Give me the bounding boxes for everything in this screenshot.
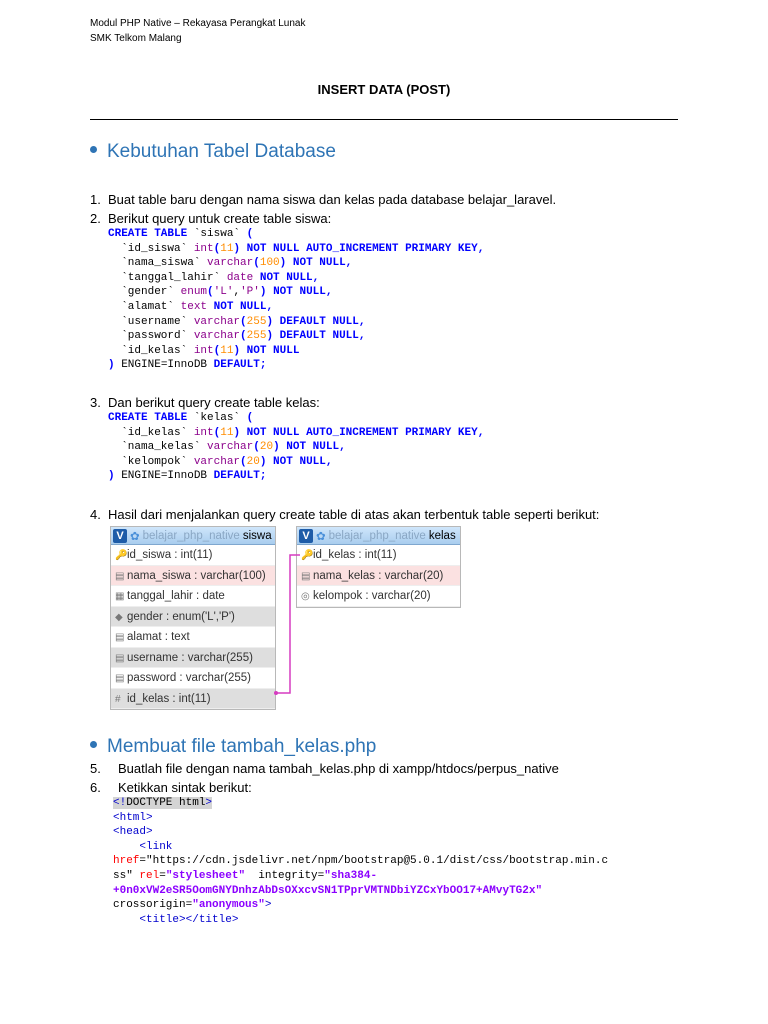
enum-icon: ◆ [115,611,123,623]
table-kelas-row [297,586,460,607]
header-school: SMK Telkom Malang [90,33,182,44]
list-item-2: 2. Berikut query untuk create table siswa: [90,211,332,226]
table-kelas-row [297,566,460,587]
table-siswa [110,526,276,710]
table-siswa-row-label: username : varchar(255) [127,651,253,664]
list-item-3: 3. Dan berikut query create table kelas: [90,395,320,410]
sql-kelas: CREATE TABLE `kelas` ( `id_kelas` int(11) NOT NULL AUTO_INCREMENT PRIMARY KEY, `nama_kelas` varchar(20) NOT NULL, `kelompok` varchar(20) NOT NULL, ) ENGINE=InnoDB DEFAULT; [108,412,485,483]
table-siswa-row [111,586,275,607]
table-siswa-row-label: tanggal_lahir : date [127,590,225,602]
title-divider [90,119,678,120]
view-icon: V [299,529,313,543]
field-icon: ▤ [115,652,125,664]
table-siswa-row-label: id_siswa : int(11) [127,549,213,561]
field-icon: ◎ [301,591,310,602]
table-siswa-row [111,689,275,710]
sql-siswa: CREATE TABLE `siswa` ( `id_siswa` int(11) NOT NULL AUTO_INCREMENT PRIMARY KEY, `nama_siswa` varchar(100) NOT NULL, `tanggal_lahir` date NOT NULL, `gender` enum('L','P') NOT NULL, `alamat` text NOT NULL, `username` varchar(255) DEFAULT NULL, `password` varchar(255) DEFAULT NULL, `id_kelas` int(11) NOT NULL ) ENGINE=InnoDB DEFAULT; [108,228,485,372]
key-icon: 🔑 [115,550,128,561]
field-icon: ▤ [115,673,125,684]
table-siswa-row-label: alamat : text [127,631,190,643]
gear-icon: ✿ [130,530,140,543]
header-module: Modul PHP Native – Rekayasa Perangkat Lunak [90,18,306,29]
key-icon: 🔑 [301,550,314,561]
list-item-5: 5. Buatlah file dengan nama tambah_kelas.php di xampp/htdocs/perpus_native [90,761,559,776]
table-siswa-row [111,607,275,628]
section-2-title: Membuat file tambah_kelas.php [107,736,377,757]
list-item-6: 6. Ketikkan sintak berikut: [90,780,252,795]
section-heading-2 [90,736,376,758]
field-icon: ▤ [115,570,125,582]
table-siswa-row [111,545,275,566]
html-code: <!DOCTYPE html> <html> <head> <link href="https://cdn.jsdelivr.net/npm/bootstrap@5.0.1/dist/css/bootstrap.min.c ss" rel="stylesheet" integrity="sha384- +0n0xVW2eSR5OomGNYDnhzAbDsOXxcvSN1TPprVMTNDbiYZCxYbOO17+AMvyTG2x" crossorigin="anonymous"> <title></title> [113,797,609,926]
table-siswa-row [111,627,275,648]
section-heading-1 [90,141,336,163]
table-siswa-header: V ✿ belajar_php_native siswa [111,527,275,545]
table-siswa-row [111,566,275,587]
date-icon: ▦ [115,591,125,602]
table-kelas-row-label: nama_kelas : varchar(20) [313,569,444,582]
table-siswa-row [111,668,275,689]
view-icon: V [113,529,127,543]
field-icon: ▤ [301,570,311,582]
gear-icon: ✿ [316,530,326,543]
list-item-1: 1. Buat table baru dengan nama siswa dan kelas pada database belajar_laravel. [90,192,557,207]
section-1-title: Kebutuhan Tabel Database [107,141,336,162]
list-item-4: 4. Hasil dari menjalankan query create table di atas akan terbentuk table seperti berikut: [90,507,600,522]
table-siswa-row-label: gender : enum('L','P') [127,610,235,623]
table-kelas-row-label: id_kelas : int(11) [313,549,397,561]
table-kelas [296,526,461,608]
table-siswa-row-label: id_kelas : int(11) [127,692,211,705]
bullet-icon [90,741,97,748]
table-kelas-row-label: kelompok : varchar(20) [313,590,431,602]
page-title: INSERT DATA (POST) [317,82,451,97]
table-kelas-row [297,545,460,566]
table-siswa-row [111,648,275,669]
table-siswa-row-label: nama_siswa : varchar(100) [127,569,266,582]
bullet-icon [90,146,97,153]
field-icon: ▤ [115,632,125,643]
table-siswa-row-label: password : varchar(255) [127,672,251,684]
relation-line [270,540,310,710]
table-kelas-header: V ✿ belajar_php_native kelas [297,527,460,545]
hash-icon: # [115,693,121,705]
